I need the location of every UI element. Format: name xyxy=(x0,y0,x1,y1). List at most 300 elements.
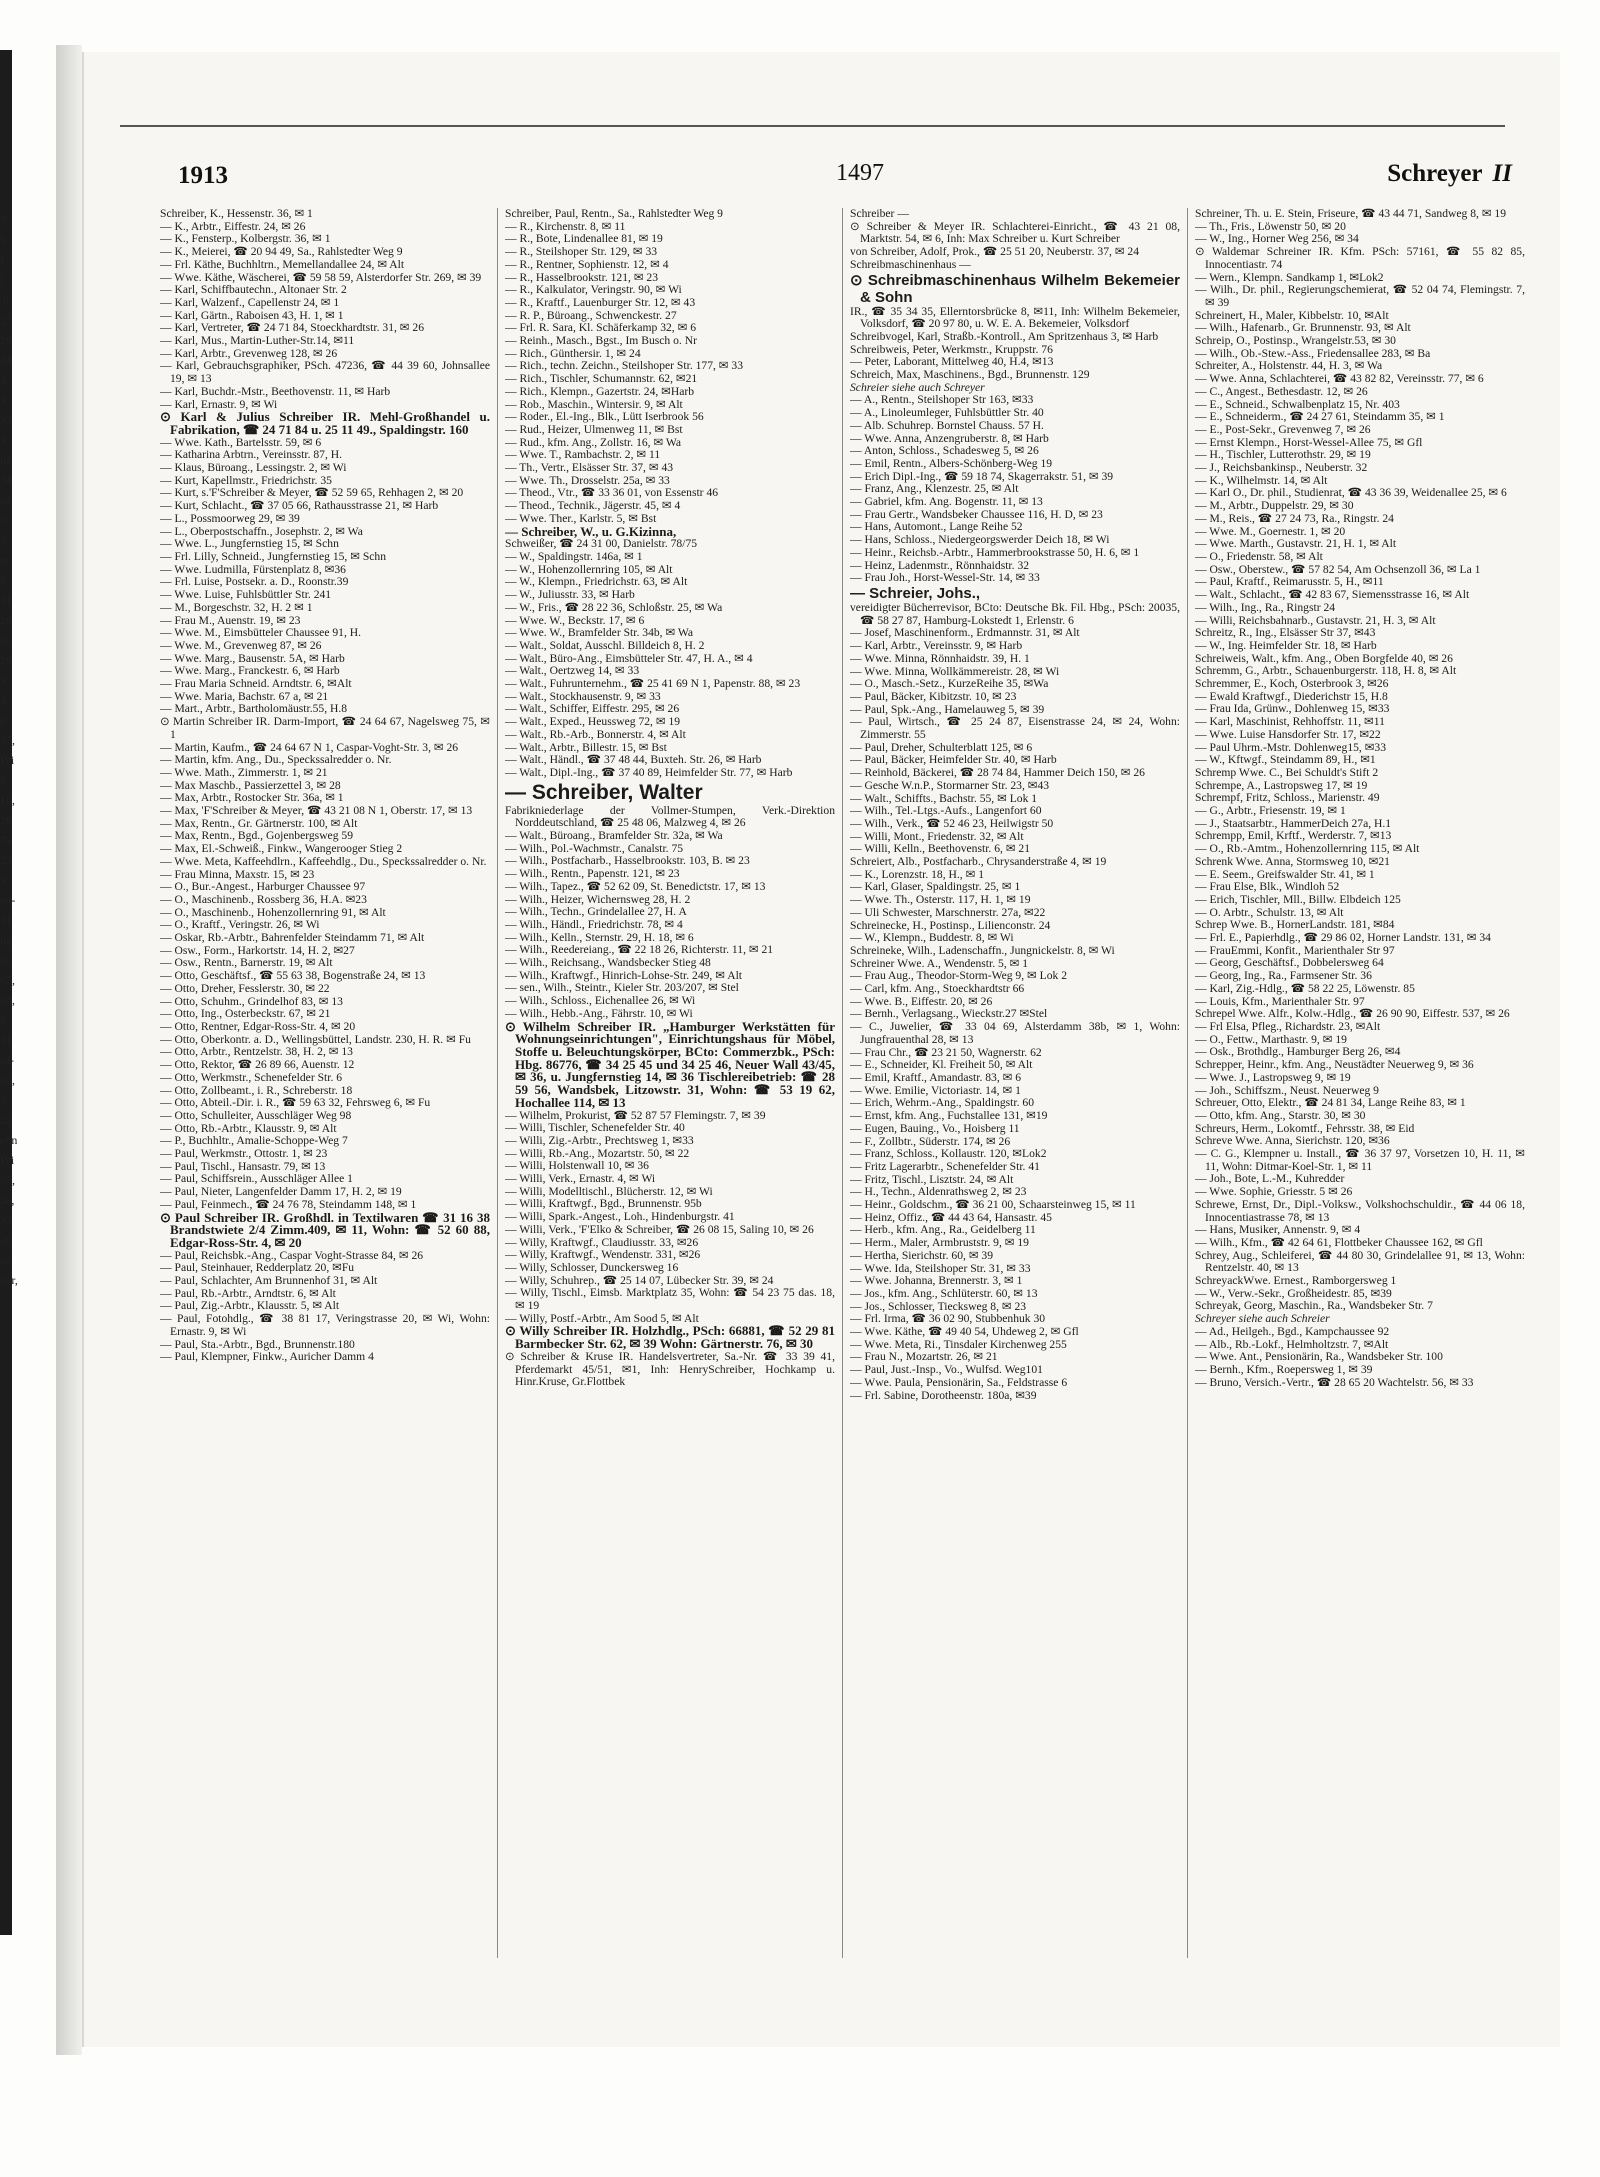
directory-entry: — Willy, Schuhrep., ☎ 25 14 07, Lübecker Str. 39, ✉ 24 xyxy=(505,1273,774,1287)
directory-entry: Schrempf, Fritz, Schloss., Marienstr. 49 xyxy=(1195,791,1380,805)
directory-entry: — Wwe. Kath., Bartelsstr. 59, ✉ 6 xyxy=(160,435,322,449)
directory-entry: — R., Kraftf., Lauenburger Str. 12, ✉ 43 xyxy=(505,295,696,309)
directory-entry: — Wilh., Tel.-Ltgs.-Aufs., Langenfort 60 xyxy=(850,804,1042,818)
directory-entry: — K., Lorenzstr. 18, H., ✉ 1 xyxy=(850,867,985,881)
directory-entry: — Frau Minna, Maxstr. 15, ✉ 23 xyxy=(160,867,315,881)
directory-entry: — C., Juwelier, ☎ 33 04 69, Alsterdamm 38b, ✉ 1, Wohn: Jungfrauenthal 28, ✉ 13 xyxy=(850,1020,1180,1046)
directory-entry: — Otto, Arbtr., Rentzelstr. 38, H. 2, ✉ 13 xyxy=(160,1045,353,1059)
previous-page-fragment: rd- xyxy=(0,1053,14,1067)
directory-entry: — Paul, Rb.-Arbtr., Arndtstr. 6, ✉ Alt xyxy=(160,1286,336,1300)
directory-entry: Schrepel Wwe. Alfr., Kolw.-Hdlg., ☎ 26 90 90, Eiffestr. 537, ✉ 26 xyxy=(1195,1007,1510,1021)
directory-entry: — Heinz, Ladenmstr., Rönnhaidstr. 32 xyxy=(850,558,1030,572)
directory-entry: — Ewald Kraftwgf., Diederichstr 15, H.8 xyxy=(1195,689,1388,703)
directory-entry: — Osw., Form., Harkortstr. 14, H. 2, ✉27 xyxy=(160,943,355,957)
directory-entry: — Willi, Zig.-Arbtr., Prechtsweg 1, ✉33 xyxy=(505,1133,694,1147)
directory-entry: Schreineke, Wilh., Ladenschaffn., Jungnickelstr. 8, ✉ Wi xyxy=(850,943,1115,957)
directory-entry: — H., Techn., Aldenrathsweg 2, ✉ 23 xyxy=(850,1185,1027,1199)
directory-entry: — Walt., Exped., Heussweg 72, ✉ 19 xyxy=(505,715,681,729)
directory-entry: Schreurs, Herm., Lokomtf., Fehrsstr. 38, ✉ Eid xyxy=(1195,1121,1415,1135)
directory-entry: — Franz, Ang., Klenzestr. 25, ✉ Alt xyxy=(850,482,1019,496)
directory-entry: von Schreiber, Adolf, Prok., ☎ 25 51 20, Neuberstr. 37, ✉ 24 xyxy=(850,245,1140,259)
directory-entry: Schreiert, Alb., Postfacharb., Chrysanderstraße 4, ✉ 19 xyxy=(850,855,1107,869)
directory-entry: — Wilhelm, Prokurist, ☎ 52 87 57 Flemingstr. 7, ✉ 39 xyxy=(505,1108,766,1122)
directory-entry: — Karl, Schiffbautechn., Altonaer Str. 2 xyxy=(160,283,347,297)
directory-entry: — Wilh., Postfacharb., Hasselbrookstr. 103, B. ✉ 23 xyxy=(505,854,750,868)
directory-entry: — Paul, Bäcker, Heimfelder Str. 40, ✉ Harb xyxy=(850,753,1057,767)
directory-entry: — Paul, Reichsbk.-Ang., Caspar Voght-Strasse 84, ✉ 26 xyxy=(160,1248,424,1262)
directory-entry: — Paul, Bäcker, Kibitzstr. 10, ✉ 23 xyxy=(850,689,1017,703)
previous-page-fragment: 11 xyxy=(0,593,12,607)
top-rule xyxy=(120,125,1505,127)
directory-entry: — Paul, Kraftf., Reimarusstr. 5, H., ✉11 xyxy=(1195,575,1384,589)
directory-entry: — Bernh., Verlagsang., Wieckstr.27 ✉Stel xyxy=(850,1007,1048,1021)
directory-entry: — W., Fris., ☎ 28 22 36, Schloßstr. 25, ✉ Wa xyxy=(505,600,723,614)
directory-entry: — Otto, Werkmstr., Schenefelder Str. 6 xyxy=(160,1070,343,1084)
directory-entry: Schrempe, A., Lastropsweg 17, ✉ 19 xyxy=(1195,778,1368,792)
directory-entry: — Wwe. Marg., Bausenstr. 5A, ✉ Harb xyxy=(160,651,345,665)
directory-entry: — Hans, Schloss., Niedergeorgswerder Deich 18, ✉ Wi xyxy=(850,533,1110,547)
directory-entry: — Willy, Kraftwgf., Wendenstr. 331, ✉26 xyxy=(505,1248,701,1262)
directory-entry: — Rich., Günthersir. 1, ✉ 24 xyxy=(505,346,641,360)
directory-entry: — Otto, Rektor, ☎ 26 89 66, Auenstr. 12 xyxy=(160,1058,355,1072)
directory-entry: — Kurt, Schlacht., ☎ 37 05 66, Rathausstrasse 21, ✉ Harb xyxy=(160,499,439,513)
directory-column-3 xyxy=(850,208,1180,1963)
directory-entry: — A., Rentn., Steilshoper Str 163, ✉33 xyxy=(850,393,1034,407)
directory-entry: — Hertha, Sierichstr. 60, ✉ 39 xyxy=(850,1248,994,1262)
directory-entry: — Rud., Heizer, Ulmenweg 11, ✉ Bst xyxy=(505,422,683,436)
directory-entry: — Mart., Arbtr., Bartholomäustr.55, H.8 xyxy=(160,702,348,716)
directory-entry: — Wwe. Meta, Ri., Tinsdaler Kirchenweg 255 xyxy=(850,1337,1067,1351)
directory-entry: — Joh., Schiffszm., Neust. Neuerweg 9 xyxy=(1195,1083,1379,1097)
directory-entry: Schremm, G., Arbtr., Schauenburgerstr. 118, H. 8, ✉ Alt xyxy=(1195,664,1457,678)
directory-entry: — Otto, Rb.-Arbtr., Klausstr. 9, ✉ Alt xyxy=(160,1121,337,1135)
directory-entry: Schrempp, Emil, Krftf., Werderstr. 7, ✉13 xyxy=(1195,829,1392,843)
previous-page-fragment: 28 xyxy=(0,613,12,627)
directory-entry: Schreyer siehe auch Schreier xyxy=(1195,1312,1330,1326)
directory-entry: — Wilh., Ing., Ra., Ringstr 24 xyxy=(1195,600,1336,614)
directory-entry: — Paul, Feinmech., ☎ 24 76 78, Steindamm 148, ✉ 1 xyxy=(160,1197,417,1211)
previous-page-fragment: ng xyxy=(0,933,12,947)
previous-page-fragment: 23 xyxy=(0,853,12,867)
directory-entry: — Erich, Wehrm.-Ang., Spaldingstr. 60 xyxy=(850,1096,1035,1110)
directory-entry: — Gesche W.n.P., Stormarner Str. 23, ✉43 xyxy=(850,778,1050,792)
directory-entry: Schreiber, Paul, Rentn., Sa., Rahlstedter Weg 9 xyxy=(505,208,723,220)
directory-entry: — Karl, Buchdr.-Mstr., Beethovenstr. 11, ✉ Harb xyxy=(160,384,391,398)
directory-entry: — Wilh., Techn., Grindelallee 27, H. A xyxy=(505,905,687,919)
previous-page-fragment: 20 xyxy=(0,333,12,347)
previous-page-fragment: Wi xyxy=(0,753,15,767)
previous-page-fragment: 10, xyxy=(0,793,15,807)
directory-entry: — Josef, Maschinenform., Erdmannstr. 31, ✉ Alt xyxy=(850,626,1080,640)
directory-entry: — Walt., Oertzweg 14, ✉ 33 xyxy=(505,664,640,678)
previous-page-fragment: 9 xyxy=(0,673,6,687)
directory-entry: — Max, Rentn., Bgd., Gojenbergsweg 59 xyxy=(160,829,353,843)
directory-entry: Schreip, O., Postinsp., Wrangelstr.53, ✉ 30 xyxy=(1195,334,1396,348)
directory-entry: Schreiner, Th. u. E. Stein, Friseure, ☎ 43 44 71, Sandweg 8, ✉ 19 xyxy=(1195,208,1507,220)
directory-entry: — Katharina Arbtrn., Vereinsstr. 87, H. xyxy=(160,448,343,462)
directory-entry: — Wwe. Th., Osterstr. 117, H. 1, ✉ 19 xyxy=(850,893,1031,907)
directory-entry: — Wwe. J., Lastropsweg 9, ✉ 19 xyxy=(1195,1070,1351,1084)
directory-entry: — Frl. Sabine, Dorotheenstr. 180a, ✉39 xyxy=(850,1388,1037,1402)
directory-entry: Schremp Wwe. C., Bei Schuldt's Stift 2 xyxy=(1195,765,1379,779)
directory-entry: — W., Ing., Horner Weg 256, ✉ 34 xyxy=(1195,232,1359,246)
directory-entry: — Roder., El.-Ing., Blk., Lütt Iserbrook 56 xyxy=(505,410,704,424)
previous-page-fragment: ie, xyxy=(0,953,12,967)
directory-entry: Schreier siehe auch Schreyer xyxy=(850,380,985,394)
directory-entry: — Erich, Tischler, Mll., Billw. Elbdeich 125 xyxy=(1195,892,1401,906)
directory-entry: — Willi, Spark.-Angest., Loh., Hindenburgstr. 41 xyxy=(505,1210,735,1224)
directory-entry: — Wilh., Reichsang., Wandsbecker Stieg 48 xyxy=(505,956,711,970)
directory-entry: — Karl, Maschinist, Rehhoffstr. 11, ✉11 xyxy=(1195,715,1385,729)
previous-page-fragment: 5a, xyxy=(0,1193,15,1207)
previous-page-fragment: 20 xyxy=(0,653,12,667)
directory-entry: — Jos., kfm. Ang., Schlüterstr. 60, ✉ 13 xyxy=(850,1286,1038,1300)
directory-entry: — Rich., techn. Zeichn., Steilshoper Str. 177, ✉ 33 xyxy=(505,359,744,373)
directory-entry: — Otto, Schulleiter, Ausschläger Weg 98 xyxy=(160,1108,352,1122)
directory-entry: — Wwe. Anna, Schlachterei, ☎ 43 82 82, Vereinsstr. 77, ✉ 6 xyxy=(1195,372,1484,386)
previous-page-fragment: Wi xyxy=(0,1153,15,1167)
running-header xyxy=(160,160,1530,194)
directory-entry: — Max, El.-Schweiß., Finkw., Wangerooger Stieg 2 xyxy=(160,842,403,856)
directory-entry: — Franz, Schloss., Kollaustr. 120, ✉Lok2 xyxy=(850,1147,1047,1161)
previous-page-fragment: 5 xyxy=(0,233,6,247)
directory-entry: — Osw., Rentn., Barnerstr. 19, ✉ Alt xyxy=(160,956,333,970)
directory-entry: — R., Kirchenstr. 8, ✉ 11 xyxy=(505,219,626,233)
directory-entry: — Heinz, Offiz., ☎ 44 43 64, Hansastr. 45 xyxy=(850,1210,1052,1224)
directory-entry: — Walt., Schlacht., ☎ 42 83 67, Siemensstrasse 16, ✉ Alt xyxy=(1195,588,1470,602)
directory-entry: — Walt., Arbtr., Billestr. 15, ✉ Bst xyxy=(505,740,667,754)
directory-entry: — Walt., Schiffer, Eiffestr. 295, ✉ 26 xyxy=(505,702,680,716)
header-page-number: 1497 xyxy=(836,160,884,186)
previous-page-fragment: 3 xyxy=(0,1093,6,1107)
directory-entry: — W., Spaldingstr. 146a, ✉ 1 xyxy=(505,549,643,563)
directory-entry: — W., Ing. Heimfelder Str. 18, ✉ Harb xyxy=(1195,638,1377,652)
directory-entry: — G., Arbtr., Friesenstr. 19, ✉ 1 xyxy=(1195,804,1346,818)
directory-entry: — Wilh., Händl., Friedrichstr. 78, ✉ 4 xyxy=(505,917,683,931)
directory-entry: — Louis, Kfm., Marienthaler Str. 97 xyxy=(1195,994,1365,1008)
directory-entry: ⊙ Martin Schreiber IR. Darm-Import, ☎ 24 64 67, Nagelsweg 75, ✉ 1 xyxy=(160,715,490,741)
directory-entry: — Paul, Schlachter, Am Brunnenhof 31, ✉ Alt xyxy=(160,1274,378,1288)
directory-entry: — E., Post-Sekr., Grevenweg 7, ✉ 26 xyxy=(1195,422,1371,436)
directory-entry: — Alb. Schuhrep. Bornstel Chauss. 57 H. xyxy=(850,418,1044,432)
directory-entry: — F., Zollbtr., Süderstr. 174, ✉ 26 xyxy=(850,1134,1011,1148)
directory-entry: — Paul, Klempner, Finkw., Auricher Damm 4 xyxy=(160,1350,374,1364)
directory-entry: — Wwe. M., Grevenweg 87, ✉ 26 xyxy=(160,638,322,652)
previous-page-fragment: 7 xyxy=(0,213,6,227)
directory-entry: — K., Fensterp., Kolbergstr. 36, ✉ 1 xyxy=(160,232,331,246)
directory-entry: — M., Borgeschstr. 32, H. 2 ✉ 1 xyxy=(160,600,313,614)
directory-entry: — Frl. Irma, ☎ 36 02 90, Stubbenhuk 30 xyxy=(850,1312,1046,1326)
directory-entry: Schreinecke, H., Postinsp., Lilienconstr. 24 xyxy=(850,918,1051,932)
previous-page-fragment: 98, xyxy=(0,1173,15,1187)
directory-entry: — Paul, Steinhauer, Redderplatz 20, ✉Fu xyxy=(160,1261,355,1275)
directory-entry: Schreibweis, Peter, Werkmstr., Kruppstr. 76 xyxy=(850,342,1053,356)
page-gutter-shadow xyxy=(56,45,82,2055)
directory-entry: — R., Rentner, Sophienstr. 12, ✉ 4 xyxy=(505,257,669,271)
directory-entry: — Frl. Käthe, Buchhltrn., Memellandallee 24, ✉ Alt xyxy=(160,257,405,271)
directory-entry: — Paul, Schiffsrein., Ausschläger Allee 1 xyxy=(160,1172,353,1186)
directory-entry: — Emil, Rentn., Albers-Schönberg-Weg 19 xyxy=(850,456,1053,470)
directory-entry: — O. Arbtr., Schulstr. 13, ✉ Alt xyxy=(1195,905,1344,919)
previous-page-fragment: 7a xyxy=(0,833,12,847)
header-section: II xyxy=(1492,160,1512,187)
previous-page-fragment: ehn xyxy=(0,1133,18,1147)
directory-entry: Schweißer, ☎ 24 31 00, Danielstr. 78/75 xyxy=(505,537,698,551)
directory-entry: — M., Reis., ☎ 27 24 73, Ra., Ringstr. 24 xyxy=(1195,511,1394,525)
directory-entry: — Wwe. Ida, Steilshoper Str. 31, ✉ 33 xyxy=(850,1261,1031,1275)
directory-entry: — K., Meierei, ☎ 20 94 49, Sa., Rahlstedter Weg 9 xyxy=(160,245,403,259)
directory-entry: — M., Arbtr., Duppelstr. 29, ✉ 30 xyxy=(1195,499,1354,513)
directory-entry: — Walt., Stockhausenstr. 9, ✉ 33 xyxy=(505,689,661,703)
directory-entry: — Wwe. Ant., Pensionärin, Ra., Wandsbeker Str. 100 xyxy=(1195,1350,1443,1364)
previous-page-fragment: ilt xyxy=(0,453,11,467)
directory-entry: Schrewe, Ernst, Dr., Dipl.-Volksw., Volkshochschuldir., ☎ 44 06 18, Innocentiastrasse 78, ✉ 13 xyxy=(1195,1197,1525,1224)
directory-entry: — Paul, Sta.-Arbtr., Bgd., Brunnenstr.180 xyxy=(160,1337,355,1351)
directory-entry: — Georg, Geschäftsf., Dobbelersweg 64 xyxy=(1195,956,1384,970)
directory-entry: — Herm., Maler, Armbruststr. 9, ✉ 19 xyxy=(850,1236,1029,1250)
directory-entry: — Wwe. Käthe, Wäscherei, ☎ 59 58 59, Alsterdorfer Str. 269, ✉ 39 xyxy=(160,270,482,284)
directory-entry: — Wilh., Verk., ☎ 52 46 23, Heilwigstr 50 xyxy=(850,816,1054,830)
directory-entry: — Bernh., Kfm., Roepersweg 1, ✉ 39 xyxy=(1195,1362,1373,1376)
directory-entry: — Willi, Reichsbahnarb., Gustavstr. 21, H. 3, ✉ Alt xyxy=(1195,613,1436,627)
directory-entry: — Ernst, kfm. Ang., Fuchstallee 131, ✉19 xyxy=(850,1109,1048,1123)
previous-page-fragment: ılt xyxy=(0,493,11,507)
directory-entry: — Paul, Spk.-Ang., Hamelauweg 5, ✉ 39 xyxy=(850,702,1045,716)
directory-entry: Schremmer, E., Koch, Osterbrook 3, ✉26 xyxy=(1195,677,1389,691)
directory-entry: — O., Friedenstr. 58, ✉ Alt xyxy=(1195,549,1323,563)
directory-entry: — Wwe. Ther., Karlstr. 5, ✉ Bst xyxy=(505,511,657,525)
directory-entry: — Karl, Mus., Martin-Luther-Str.14, ✉11 xyxy=(160,334,355,348)
previous-page-fragment: 11 xyxy=(0,1033,12,1047)
directory-entry: ⊙ Wilhelm Schreiber IR. „Hamburger Werkstätten für Wohnungseinrichtungen", Einrichtungshaus für Möbel, Stoffe u. Beleuchtungskörper, BCto: Commerzbk., PSch: Hbg. 86776, ☎ 34 25 45 und 34 25 46, Neuer Wall 43/45, ✉ 36, u. Jungfernstieg 14, ✉ 36 Tischlereibetrieb: ☎ 28 59 56, Wandsbek, Litzowstr. 31, Wohn: ☎ 53 19 62, Hochallee 114, ✉ 13 xyxy=(505,1018,835,1110)
directory-entry: — Bruno, Versich.-Vertr., ☎ 28 65 20 Wachtelstr. 56, ✉ 33 xyxy=(1195,1375,1474,1389)
directory-entry: — Fritz, Tischl., Lisztstr. 24, ✉ Alt xyxy=(850,1172,1014,1186)
directory-entry: — Wwe. L., Jungfernstieg 15, ✉ Schn xyxy=(160,537,339,551)
directory-entry: — Osw., Oberstew., ☎ 57 82 54, Am Ochsenzoll 36, ✉ La 1 xyxy=(1195,562,1481,576)
directory-entry: — Wwe. Anna, Anzengruberstr. 8, ✉ Harb xyxy=(850,431,1049,445)
directory-entry: — Oskar, Rb.-Arbtr., Bahrenfelder Steindamm 71, ✉ Alt xyxy=(160,931,425,945)
directory-entry: — W., Juliusstr. 33, ✉ Harb xyxy=(505,588,635,602)
directory-entry: — Kurt, Kapellmstr., Friedrichstr. 35 xyxy=(160,473,332,487)
directory-entry: — Frau N., Mozartstr. 26, ✉ 21 xyxy=(850,1350,998,1364)
directory-entry: — R., Bote, Lindenallee 81, ✉ 19 xyxy=(505,232,663,246)
directory-entry: — Wilh., Ob.-Stew.-Ass., Friedensallee 283, ✉ Ba xyxy=(1195,346,1431,360)
directory-entry: — Willi, Mont., Friedenstr. 32, ✉ Alt xyxy=(850,829,1024,843)
directory-entry: ⊙ Karl & Julius Schreiber IR. Mehl-Großhandel u. Fabrikation, ☎ 24 71 84 u. 25 11 49., Spaldingstr. 160 xyxy=(160,409,490,437)
directory-entry: — O., Rb.-Amtm., Hohenzollernring 115, ✉ Alt xyxy=(1195,842,1420,856)
directory-entry: — Willy, Tischl., Eimsb. Marktplatz 35, Wohn: ☎ 54 23 75 das. 18, ✉ 19 xyxy=(505,1286,835,1313)
directory-entry: — Peter, Laborant, Mittelweg 40, H.4, ✉13 xyxy=(850,355,1054,369)
directory-entry: — Wwe. Luise, Fuhlsbüttler Str. 241 xyxy=(160,588,332,602)
directory-entry: Schreinert, H., Maler, Kibbelstr. 10, ✉Alt xyxy=(1195,308,1389,322)
directory-entry: — Georg, Ing., Ra., Farmsener Str. 36 xyxy=(1195,969,1372,983)
directory-entry: — Walt., Schiffts., Bachstr. 55, ✉ Lok 1 xyxy=(850,791,1038,805)
directory-entry: — Frl. Luise, Postsekr. a. D., Roonstr.39 xyxy=(160,575,349,589)
directory-entry: — Jos., Schlosser, Tiecksweg 8, ✉ 23 xyxy=(850,1299,1027,1313)
previous-page-fragment: 33 xyxy=(0,1213,12,1227)
directory-entry: — Frl. Lilly, Schneid., Jungfernstieg 15, ✉ Schn xyxy=(160,549,387,563)
directory-entry: — Wwe. Luise Hansdorfer Str. 17, ✉22 xyxy=(1195,727,1381,741)
directory-entry: — FrauEmmi, Konfit., Marienthaler Str 97 xyxy=(1195,943,1395,957)
directory-entry: — Fritz Lagerarbtr., Schenefelder Str. 41 xyxy=(850,1159,1040,1173)
directory-entry: — Wilh., Kraftwgf., Hinrich-Lohse-Str. 249, ✉ Alt xyxy=(505,968,743,982)
directory-entry: — Karl, Arbtr., Grevenweg 128, ✉ 26 xyxy=(160,346,338,360)
directory-entry: — Gabriel, kfm. Ang. Bogenstr. 11, ✉ 13 xyxy=(850,495,1043,509)
directory-entry: — O., Bur.-Angest., Harburger Chaussee 97 xyxy=(160,880,366,894)
directory-entry: — Willi, Modelltischl., Blücherstr. 12, ✉ Wi xyxy=(505,1184,713,1198)
directory-entry: — Wwe. Käthe, ☎ 49 40 54, Uhdeweg 2, ✉ Gfl xyxy=(850,1325,1079,1339)
directory-entry: — E., Schneid., Schwalbenplatz 15, Nr. 403 xyxy=(1195,397,1400,411)
directory-entry: — Hans, Musiker, Annenstr. 9, ✉ 4 xyxy=(1195,1223,1361,1237)
directory-entry: — O., Kraftf., Veringstr. 26, ✉ Wi xyxy=(160,918,320,932)
previous-page-fragment: 9 xyxy=(0,873,6,887)
directory-entry: — W., Hohenzollernring 105, ✉ Alt xyxy=(505,562,673,576)
directory-entry: — Max, Rentn., Gr. Gärtnerstr. 100, ✉ Alt xyxy=(160,816,358,830)
directory-entry: Schreyak, Georg, Maschin., Ra., Wandsbeker Str. 7 xyxy=(1195,1299,1433,1313)
directory-entry: — Paul, Werkmstr., Ottostr. 1, ✉ 23 xyxy=(160,1147,328,1161)
previous-page-fragment: = xyxy=(0,193,7,207)
previous-page-fragment: is- xyxy=(0,633,12,647)
directory-entry: — Frau Ida, Grünw., Dohlenweg 15, ✉33 xyxy=(1195,702,1390,716)
directory-entry: — Otto, Schuhm., Grindelhof 83, ✉ 13 xyxy=(160,994,343,1008)
directory-entry: Schreibmaschinenhaus — xyxy=(850,257,971,271)
directory-entry: — Reinhold, Bäckerei, ☎ 28 74 84, Hammer Deich 150, ✉ 26 xyxy=(850,766,1145,780)
directory-entry: — Frau Gertr., Wandsbeker Chaussee 116, H. D, ✉ 23 xyxy=(850,507,1103,521)
directory-entry: — Martin, kfm. Ang., Du., Speckssalredder o. Nr. xyxy=(160,753,392,767)
header-headword-text: Schreyer xyxy=(1387,160,1483,187)
directory-entry: — Otto, Ing., Osterbeckstr. 67, ✉ 21 xyxy=(160,1007,331,1021)
directory-entry: — Frau Joh., Horst-Wessel-Str. 14, ✉ 33 xyxy=(850,571,1040,585)
header-year: 1913 xyxy=(178,162,228,189)
directory-entry: — Wwe. Ludmilla, Fürstenplatz 8, ✉36 xyxy=(160,562,346,576)
directory-entry: — O., Maschinenb., Rossberg 36, H.A. ✉23 xyxy=(160,892,367,906)
previous-page-fragment: 65, xyxy=(0,973,15,987)
directory-entry: ⊙ Schreibmaschinenhaus Wilhelm Bekemeier & Sohn xyxy=(850,271,1180,306)
directory-entry: — Willy, Postf.-Arbtr., Am Sood 5, ✉ Alt xyxy=(505,1311,699,1325)
previous-page-fragment: 9 xyxy=(0,573,6,587)
directory-entry: — Paul, Just.-Insp., Vo., Wulfsd. Weg101 xyxy=(850,1363,1043,1377)
directory-entry: — Theod., Technik., Jägerstr. 45, ✉ 4 xyxy=(505,499,681,513)
directory-entry: — Wilh., Hafenarb., Gr. Brunnenstr. 93, ✉ Alt xyxy=(1195,321,1411,335)
directory-entry: — L., Oberpostschaffn., Josephstr. 2, ✉ Wa xyxy=(160,524,363,538)
directory-entry: — Wilh., Dr. phil., Regierungschemierat, ☎ 52 04 74, Flemingstr. 7, ✉ 39 xyxy=(1195,283,1525,309)
directory-entry: — Karl, Ernastr. 9, ✉ Wi xyxy=(160,397,278,411)
directory-entry: — Wwe. Maria, Bachstr. 67 a, ✉ 21 xyxy=(160,689,329,703)
directory-entry: — Frl. E., Papierhdlg., ☎ 29 86 02, Horner Landstr. 131, ✉ 34 xyxy=(1195,931,1491,945)
previous-page-fragment: 69, xyxy=(0,1073,15,1087)
directory-entry: — Wwe. Th., Drosselstr. 25a, ✉ 33 xyxy=(505,473,670,487)
directory-entry: — Willi, Tischler, Schenefelder Str. 40 xyxy=(505,1121,685,1135)
directory-entry: — Karl, Glaser, Spaldingstr. 25, ✉ 1 xyxy=(850,880,1021,894)
previous-page-fragment: 22 xyxy=(0,1113,12,1127)
directory-entry: — Wwe. Emilie, Victoriastr. 14, ✉ 1 xyxy=(850,1083,1021,1097)
directory-entry: Schrey, Aug., Schleiferei, ☎ 44 80 30, Grindelallee 91, ✉ 13, Wohn: Rentzelstr. 40, ✉ 13 xyxy=(1195,1248,1525,1275)
directory-entry: — Wwe. B., Eiffestr. 20, ✉ 26 xyxy=(850,994,993,1008)
directory-entry: — Rich., Tischler, Schumannstr. 62, ✉21 xyxy=(505,372,698,386)
directory-entry: — C. G., Klempner u. Install., ☎ 36 37 97, Vorsetzen 10, H. 11, ✉ 11, Wohn: Ditmar-Koel-Str. 1, ✉ 11 xyxy=(1195,1147,1525,1173)
directory-entry: — Frl. R. Sara, Kl. Schäferkamp 32, ✉ 6 xyxy=(505,321,696,335)
previous-page-fragment: 11 xyxy=(0,913,12,927)
directory-entry: Schreve Wwe. Anna, Sierichstr. 120, ✉36 xyxy=(1195,1134,1390,1148)
directory-entry: — Walt., Soldat, Ausschl. Billdeich 8, H. 2 xyxy=(505,638,705,652)
directory-entry: Schreibvogel, Karl, Straßb.-Kontroll., Am Spritzenhaus 3, ✉ Harb xyxy=(850,329,1159,343)
directory-entry: — W., Klempn., Friedrichstr. 63, ✉ Alt xyxy=(505,575,688,589)
directory-entry: — Wwe. Johanna, Brennerstr. 3, ✉ 1 xyxy=(850,1274,1023,1288)
directory-entry: — Paul, Zig.-Arbtr., Klausstr. 5, ✉ Alt xyxy=(160,1299,340,1313)
directory-entry: — Wwe. Meta, Kaffeehdlrn., Kaffeehdlg., Du., Speckssalredder o. Nr. xyxy=(160,854,487,868)
directory-entry: — Paul, Dreher, Schulterblatt 125, ✉ 6 xyxy=(850,740,1033,754)
directory-entry: — Wwe. Paula, Pensionärin, Sa., Feldstrasse 6 xyxy=(850,1375,1068,1389)
directory-entry: — Willi, Holstenwall 10, ✉ 36 xyxy=(505,1159,649,1173)
directory-entry: Schreiber, K., Hessenstr. 36, ✉ 1 xyxy=(160,208,313,220)
directory-entry: — O., Fettw., Marthastr. 9, ✉ 19 xyxy=(1195,1032,1347,1046)
directory-entry: — Walt., Dipl.-Ing., ☎ 37 40 89, Heimfelder Str. 77, ✉ Harb xyxy=(505,765,793,779)
directory-entry: — Karl, Arbtr., Vereinsstr. 9, ✉ Harb xyxy=(850,639,1023,653)
directory-entry: — Paul, Fotohdlg., ☎ 38 81 17, Veringstrasse 20, ✉ Wi, Wohn: Ernastr. 9, ✉ Wi xyxy=(160,1312,490,1338)
directory-column-1 xyxy=(160,208,490,1963)
directory-entry: — Willi, Rb.-Ang., Mozartstr. 50, ✉ 22 xyxy=(505,1146,690,1160)
directory-entry: Schreitz, R., Ing., Elsässer Str 37, ✉43 xyxy=(1195,626,1376,640)
directory-entry: — Erich Dipl.-Ing., ☎ 59 18 74, Skagerrakstr. 51, ✉ 39 xyxy=(850,469,1114,483)
directory-entry: — Karl, Zig.-Hdlg., ☎ 58 22 25, Löwenstr. 85 xyxy=(1195,981,1415,995)
previous-page-fragment: p- xyxy=(0,713,10,727)
header-headword xyxy=(1387,160,1512,188)
previous-page-fragment: 34 xyxy=(0,473,12,487)
previous-page-margin-text xyxy=(0,190,22,1290)
directory-entry: — Kurt, s.'F'Schreiber & Meyer, ☎ 52 59 65, Rehhagen 2, ✉ 20 xyxy=(160,486,464,500)
directory-entry: — Willi, Kraftwgf., Bgd., Brunnenstr. 95b xyxy=(505,1197,702,1211)
directory-entry: — Karl O., Dr. phil., Studienrat, ☎ 43 36 39, Weidenallee 25, ✉ 6 xyxy=(1195,486,1507,500)
previous-page-fragment: lo xyxy=(0,1253,10,1267)
directory-entry: — K., Arbtr., Eiffestr. 24, ✉ 26 xyxy=(160,219,306,233)
directory-entry: — Otto, Dreher, Fesslerstr. 30, ✉ 22 xyxy=(160,981,330,995)
directory-entry: — Wilh., Kfm., ☎ 42 64 61, Flottbeker Chaussee 162, ✉ Gfl xyxy=(1195,1235,1483,1249)
directory-entry: — R., Steilshoper Str. 129, ✉ 33 xyxy=(505,245,658,259)
directory-entry: — Paul, Nieter, Langenfelder Damm 17, H. 2, ✉ 19 xyxy=(160,1185,402,1199)
directory-entry: — Otto, Oberkontr. a. D., Wellingsbüttel, Landstr. 230, H. R. ✉ Fu xyxy=(160,1032,471,1046)
directory-entry: — Frl Elsa, Pfleg., Richardstr. 23, ✉Alt xyxy=(1195,1020,1381,1033)
directory-entry: — Wilh., Hebb.-Ang., Fährstr. 10, ✉ Wi xyxy=(505,1006,693,1020)
directory-entry: — Anton, Schloss., Schadesweg 5, ✉ 26 xyxy=(850,444,1039,458)
directory-columns xyxy=(160,208,1526,1963)
directory-entry: — Rich., Klempn., Gazertstr. 24, ✉Harb xyxy=(505,384,695,398)
directory-entry: — Willi, Verk., 'F'Elko & Schreiber, ☎ 26 08 15, Saling 10, ✉ 26 xyxy=(505,1222,814,1236)
directory-entry: — W., Kftwgf., Steindamm 89, H., ✉1 xyxy=(1195,753,1376,767)
directory-entry: — O., Maschinenb., Hohenzollernring 91, ✉ Alt xyxy=(160,905,386,919)
directory-entry: — Emil, Kraftf., Amandastr. 83, ✉ 6 xyxy=(850,1071,1022,1084)
directory-entry: — Uli Schwester, Marschnerstr. 27a, ✉22 xyxy=(850,905,1046,919)
directory-entry: — Wwe. M., Eimsbütteler Chaussee 91, H. xyxy=(160,626,362,640)
previous-page-fragment: er xyxy=(0,553,10,567)
directory-entry: — Otto, Zollbeamt., i. R., Schreberstr. 18 xyxy=(160,1083,353,1097)
directory-entry: — Joh., Bote, L.-M., Kuhredder xyxy=(1195,1172,1345,1186)
previous-page-fragment: en- xyxy=(0,893,16,907)
directory-entry: — Ernst Klempn., Horst-Wessel-Allee 75, ✉ Gfl xyxy=(1195,435,1423,449)
directory-entry: — Wilh., Schloss., Eichenallee 26, ✉ Wi xyxy=(505,994,696,1008)
directory-entry: — R. P., Büroang., Schwenckestr. 27 xyxy=(505,308,677,322)
directory-entry: — Karl, Gärtn., Raboisen 43, H. 1, ✉ 1 xyxy=(160,308,344,322)
directory-entry: — Th., Vertr., Elsässer Str. 37, ✉ 43 xyxy=(505,461,674,475)
directory-entry: — J., Staatsarbtr., HammerDeich 27a, H.1 xyxy=(1195,816,1392,830)
directory-entry: — W., Verw.-Sekr., Großheidestr. 85, ✉39 xyxy=(1195,1286,1392,1300)
directory-entry: — E., Schneider, Kl. Freiheit 50, ✉ Alt xyxy=(850,1058,1033,1072)
directory-entry: — Frau M., Auenstr. 19, ✉ 23 xyxy=(160,613,301,627)
directory-entry: — J., Reichsbankinsp., Neuberstr. 32 xyxy=(1195,461,1368,475)
directory-entry: — Max, Arbtr., Rostocker Str. 36a, ✉ 1 xyxy=(160,791,344,805)
directory-entry: — Walt., Büro-Ang., Eimsbütteler Str. 47, H. A., ✉ 4 xyxy=(505,651,753,665)
directory-entry: — Otto, Rentner, Edgar-Ross-Str. 4, ✉ 20 xyxy=(160,1020,356,1033)
directory-column-2 xyxy=(505,208,835,1963)
